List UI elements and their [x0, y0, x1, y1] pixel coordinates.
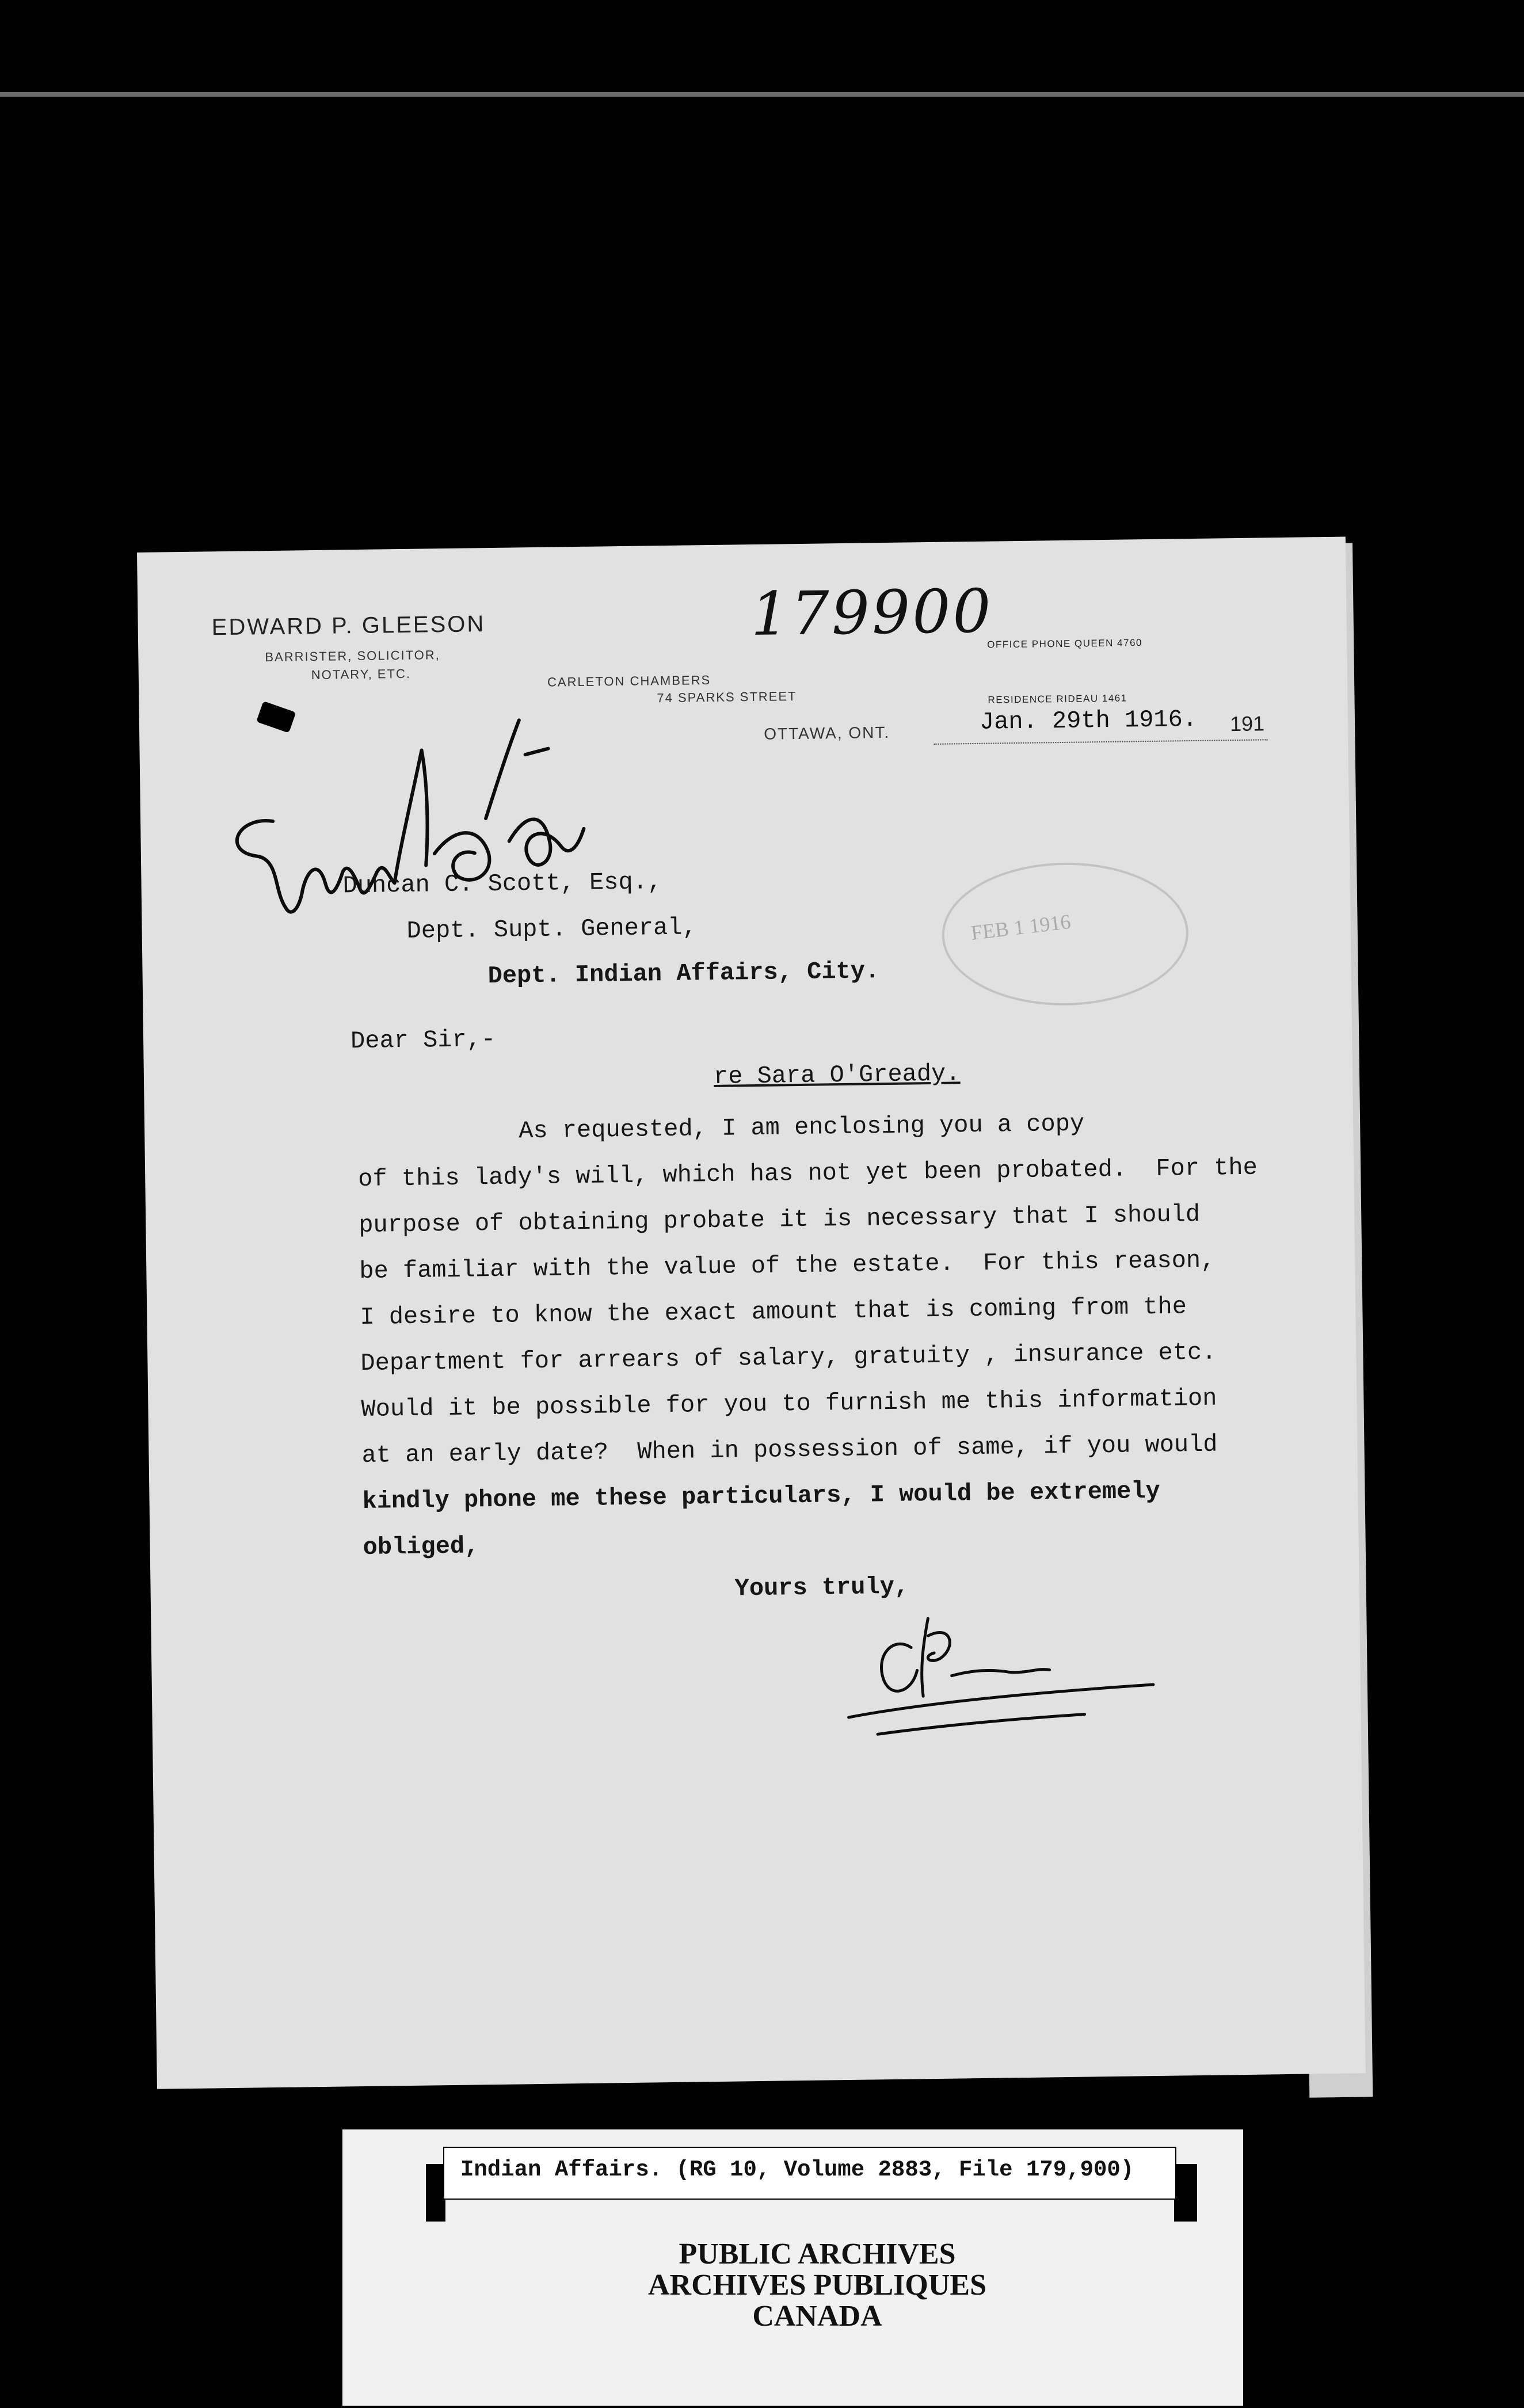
residence-phone: RESIDENCE RIDEAU 1461 — [988, 692, 1127, 706]
office-phone: OFFICE PHONE QUEEN 4760 — [987, 637, 1143, 650]
film-border-line — [0, 92, 1524, 97]
letterhead-subtitle-1: BARRISTER, SOLICITOR, — [265, 647, 440, 665]
body-line: I desire to know the exact amount that is coming from the — [360, 1293, 1187, 1332]
letterhead-name: EDWARD P. GLEESON — [211, 611, 486, 641]
label-corner-mark — [1174, 2164, 1197, 2222]
salutation: Dear Sir,- — [350, 1025, 496, 1056]
subject-line: re Sara O'Gready. — [713, 1060, 961, 1091]
body-line: at an early date? When in possession of same, if you would — [361, 1430, 1218, 1470]
letterhead-subtitle-2: NOTARY, ETC. — [311, 666, 412, 683]
body-line: Would it be possible for you to furnish me this information — [361, 1384, 1217, 1424]
body-line: Department for arrears of salary, gratuity , insurance etc. — [360, 1338, 1217, 1378]
body-line: be familiar with the value of the estate. For this reason, — [359, 1246, 1216, 1286]
file-number-handwritten: 179900 — [750, 576, 994, 650]
recipient-line-2: Dept. Supt. General, — [406, 913, 698, 945]
letterhead-city: OTTAWA, ONT. — [764, 723, 890, 743]
archive-name-en: PUBLIC ARCHIVES — [679, 2238, 956, 2270]
body-line: purpose of obtaining probate it is necessary that I should — [359, 1200, 1201, 1240]
letterhead-address-1: CARLETON CHAMBERS — [547, 672, 711, 689]
handwritten-annotation-text: Immediate — [284, 826, 291, 828]
body-line: As requested, I am enclosing you a copy — [518, 1110, 1085, 1145]
letter-date: Jan. 29th 1916. — [979, 705, 1198, 736]
signature — [841, 1598, 1165, 1752]
recipient-line-3: Dept. Indian Affairs, City. — [487, 957, 880, 990]
date-year-prefix: 191 — [1229, 711, 1265, 736]
label-corner-mark — [426, 2164, 445, 2222]
received-stamp-text: FEB 1 1916 — [969, 909, 1072, 945]
body-line: of this lady's will, which has not yet been probated. For the — [357, 1153, 1258, 1194]
recipient-line-1: Duncan C. Scott, Esq., — [342, 868, 662, 900]
archive-country: CANADA — [752, 2300, 882, 2333]
body-line: kindly phone me these particulars, I would be extremely — [362, 1477, 1161, 1516]
archive-institution — [633, 2239, 1001, 2332]
archive-reference: Indian Affairs. (RG 10, Volume 2883, File 179,900) — [460, 2157, 1134, 2182]
closing: Yours truly, — [734, 1572, 909, 1603]
letter-page — [137, 537, 1366, 2089]
archive-name-fr: ARCHIVES PUBLIQUES — [647, 2269, 987, 2302]
body-line: obliged, — [363, 1532, 479, 1562]
letterhead-address-2: 74 SPARKS STREET — [657, 689, 797, 706]
